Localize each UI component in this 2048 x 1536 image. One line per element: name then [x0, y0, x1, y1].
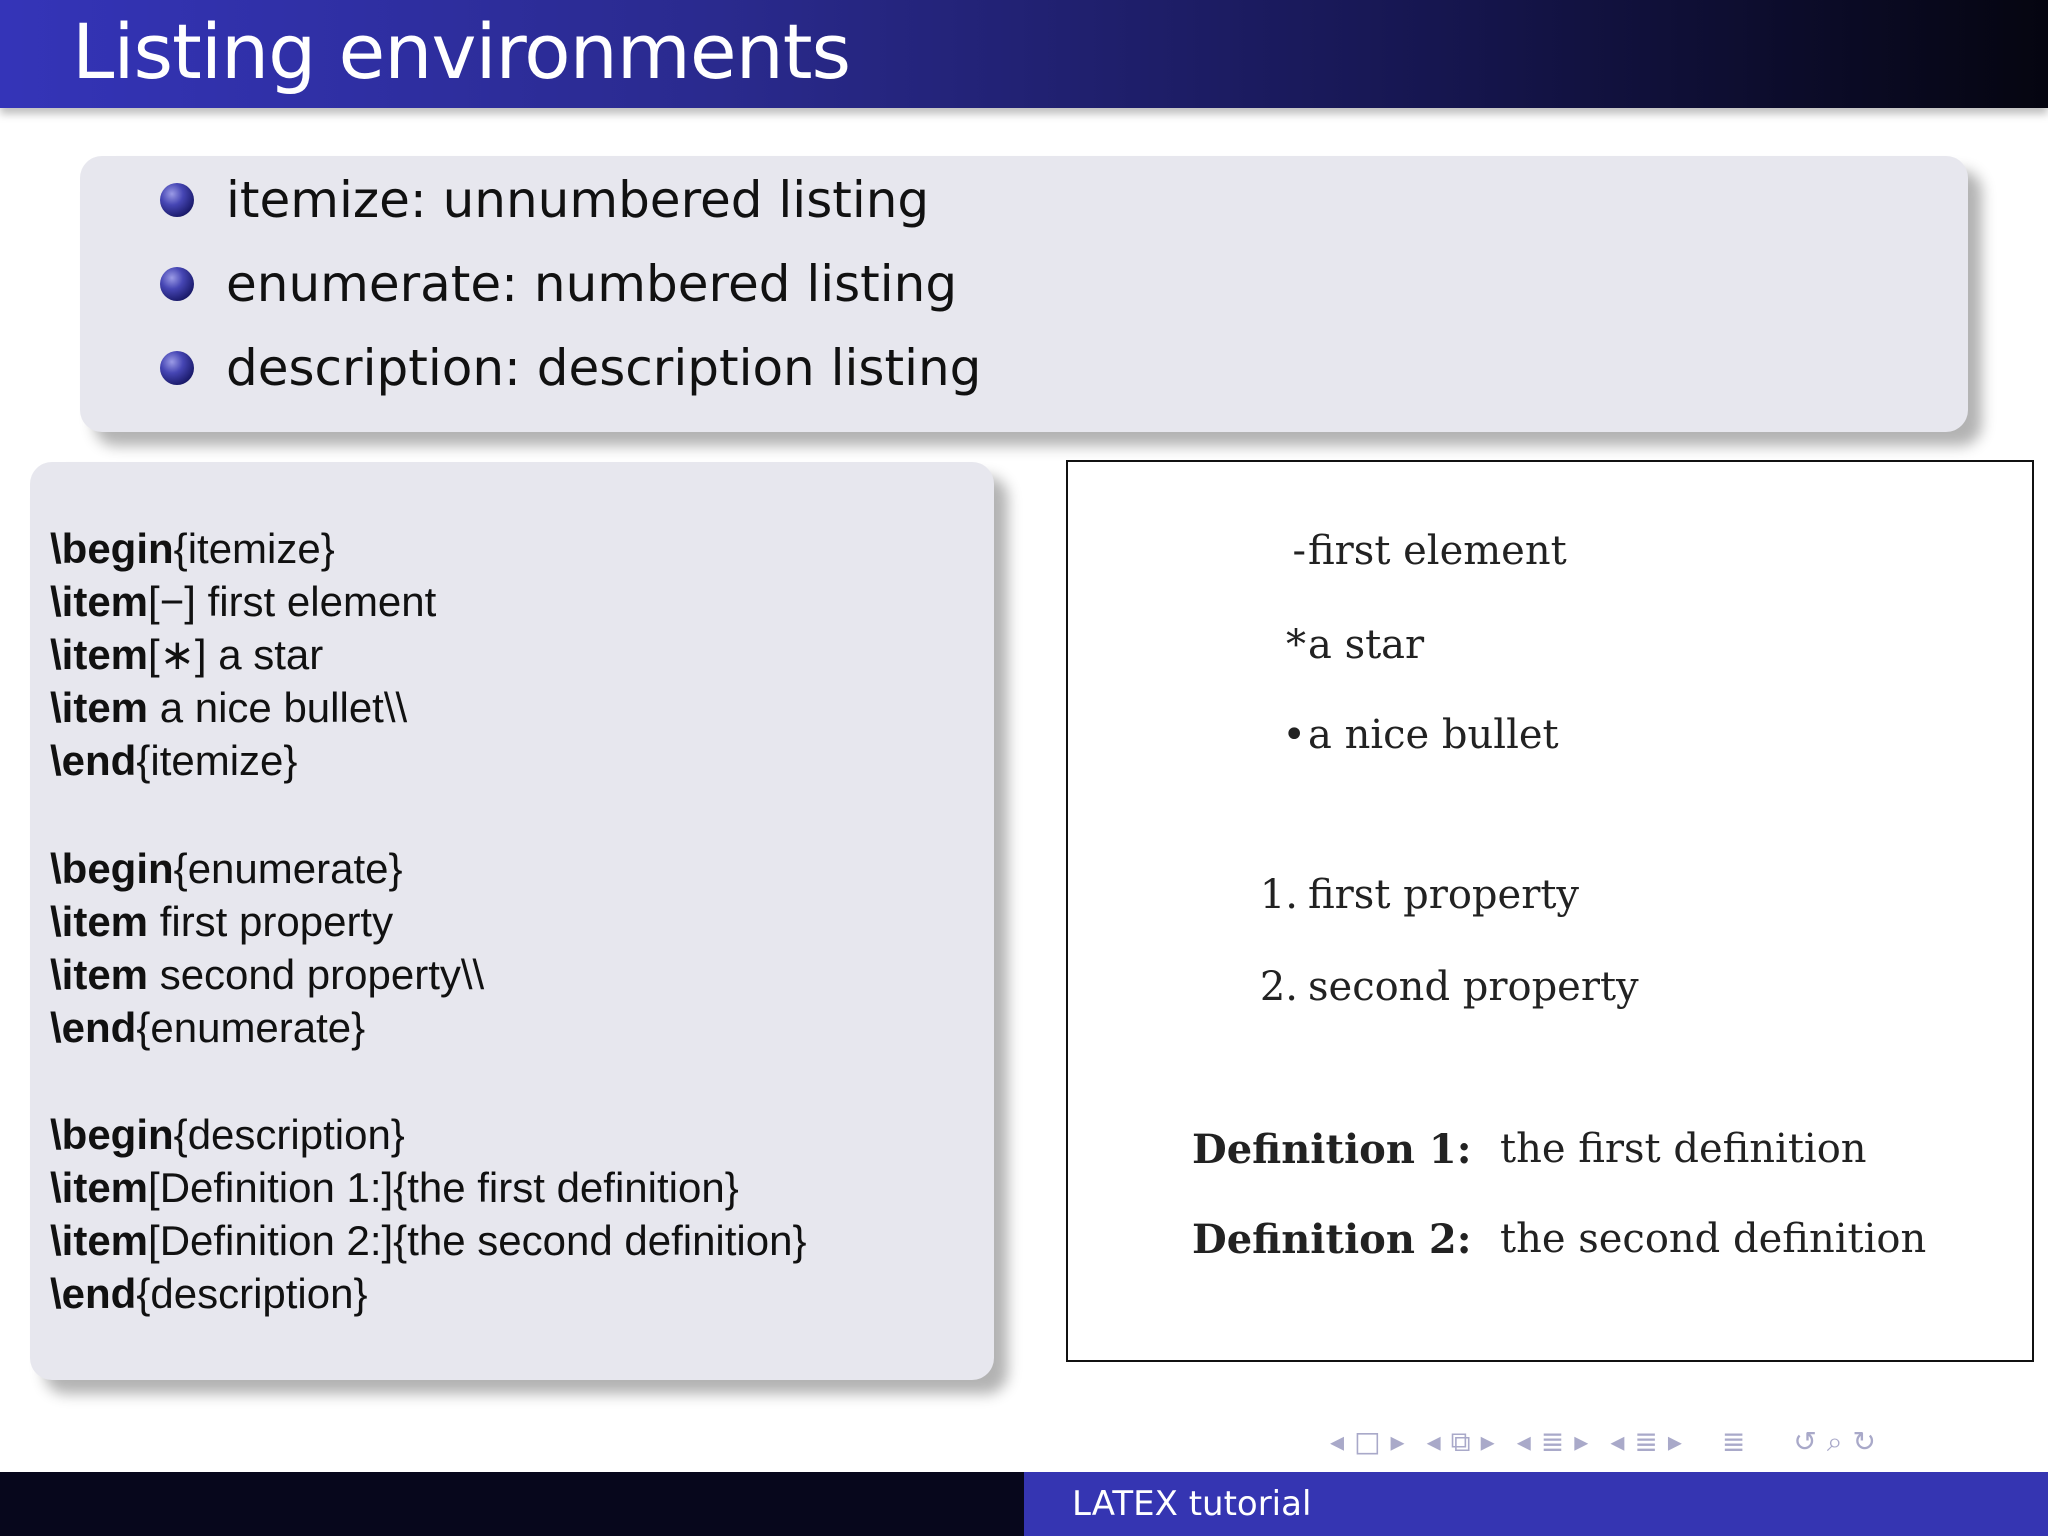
- code-line: \begin{enumerate}: [50, 845, 403, 892]
- ball-bullet-icon: [160, 351, 194, 385]
- next-arrow-icon[interactable]: ▸: [1574, 1425, 1589, 1458]
- document-icon[interactable]: ≣: [1634, 1425, 1658, 1458]
- code-line: \begin{description}: [50, 1111, 405, 1158]
- item-text: first element: [1308, 528, 1567, 574]
- bullet-text: description: description listing: [226, 339, 982, 397]
- ball-bullet-icon: [160, 183, 194, 217]
- appendix-icon[interactable]: ≣: [1721, 1425, 1746, 1458]
- code-line: \item[Definition 1:]{the first definition}: [50, 1164, 739, 1211]
- bullet-item: [160, 326, 981, 410]
- enum-text: second property: [1308, 964, 1639, 1010]
- code-line: \begin{itemize}: [50, 525, 335, 572]
- section-icon[interactable]: ≣: [1540, 1425, 1565, 1458]
- item-text: a star: [1308, 622, 1425, 668]
- footer-right: [1024, 1472, 2048, 1536]
- definition-term: Definition 1:: [1192, 1126, 1472, 1173]
- code-line: \end{itemize}: [50, 737, 298, 784]
- beamer-navigation: [1330, 1422, 1886, 1462]
- definition-text: the first definition: [1500, 1126, 1867, 1172]
- code-line: \end{description}: [50, 1270, 368, 1317]
- prev-arrow-icon[interactable]: ◂: [1330, 1425, 1345, 1458]
- prev-arrow-icon[interactable]: ◂: [1426, 1425, 1441, 1458]
- definition-term: Definition 2:: [1192, 1216, 1472, 1263]
- code-line: \item second property\\: [50, 951, 485, 998]
- slide-title: Listing environments: [72, 7, 851, 96]
- code-line: \item a nice bullet\\: [50, 684, 408, 731]
- bullet-text: enumerate: numbered listing: [226, 255, 958, 313]
- prev-arrow-icon[interactable]: ◂: [1516, 1425, 1531, 1458]
- next-arrow-icon[interactable]: ▸: [1390, 1425, 1405, 1458]
- item-label: -: [1292, 528, 1306, 574]
- code-line: \item[Definition 2:]{the second definition}: [50, 1217, 807, 1264]
- code-line: \item first property: [50, 898, 394, 945]
- enum-label: 2.: [1259, 964, 1298, 1010]
- enum-label: 1.: [1259, 872, 1298, 918]
- rendered-output-box: [1066, 460, 2034, 1362]
- back-icon[interactable]: ↺: [1793, 1425, 1817, 1458]
- bullet-item: [160, 158, 929, 242]
- bullet-item: [160, 242, 957, 326]
- code-line: \item[−] first element: [50, 578, 437, 625]
- item-text: a nice bullet: [1308, 712, 1559, 758]
- ball-bullet-icon: [160, 267, 194, 301]
- frame-icon[interactable]: □: [1354, 1425, 1381, 1458]
- forward-icon[interactable]: ↻: [1852, 1425, 1876, 1458]
- summary-block: [80, 156, 1968, 432]
- code-line: \item[∗] a star: [50, 631, 324, 678]
- prev-arrow-icon[interactable]: ◂: [1610, 1425, 1625, 1458]
- search-icon[interactable]: ⌕: [1826, 1425, 1843, 1458]
- latex-code-block: [30, 462, 994, 1380]
- bullet-text: itemize: unnumbered listing: [226, 171, 930, 229]
- footer-left: [0, 1472, 1024, 1536]
- subsection-icon[interactable]: ⧉: [1450, 1425, 1471, 1458]
- enum-text: first property: [1308, 872, 1579, 918]
- item-label: *: [1286, 622, 1306, 668]
- footer-title: LATEX tutorial: [1072, 1484, 1312, 1524]
- item-label: •: [1282, 712, 1306, 758]
- code-line: \end{enumerate}: [50, 1004, 366, 1051]
- title-bar: [0, 0, 2048, 108]
- definition-text: the second definition: [1500, 1216, 1927, 1262]
- next-arrow-icon[interactable]: ▸: [1480, 1425, 1495, 1458]
- next-arrow-icon[interactable]: ▸: [1667, 1425, 1682, 1458]
